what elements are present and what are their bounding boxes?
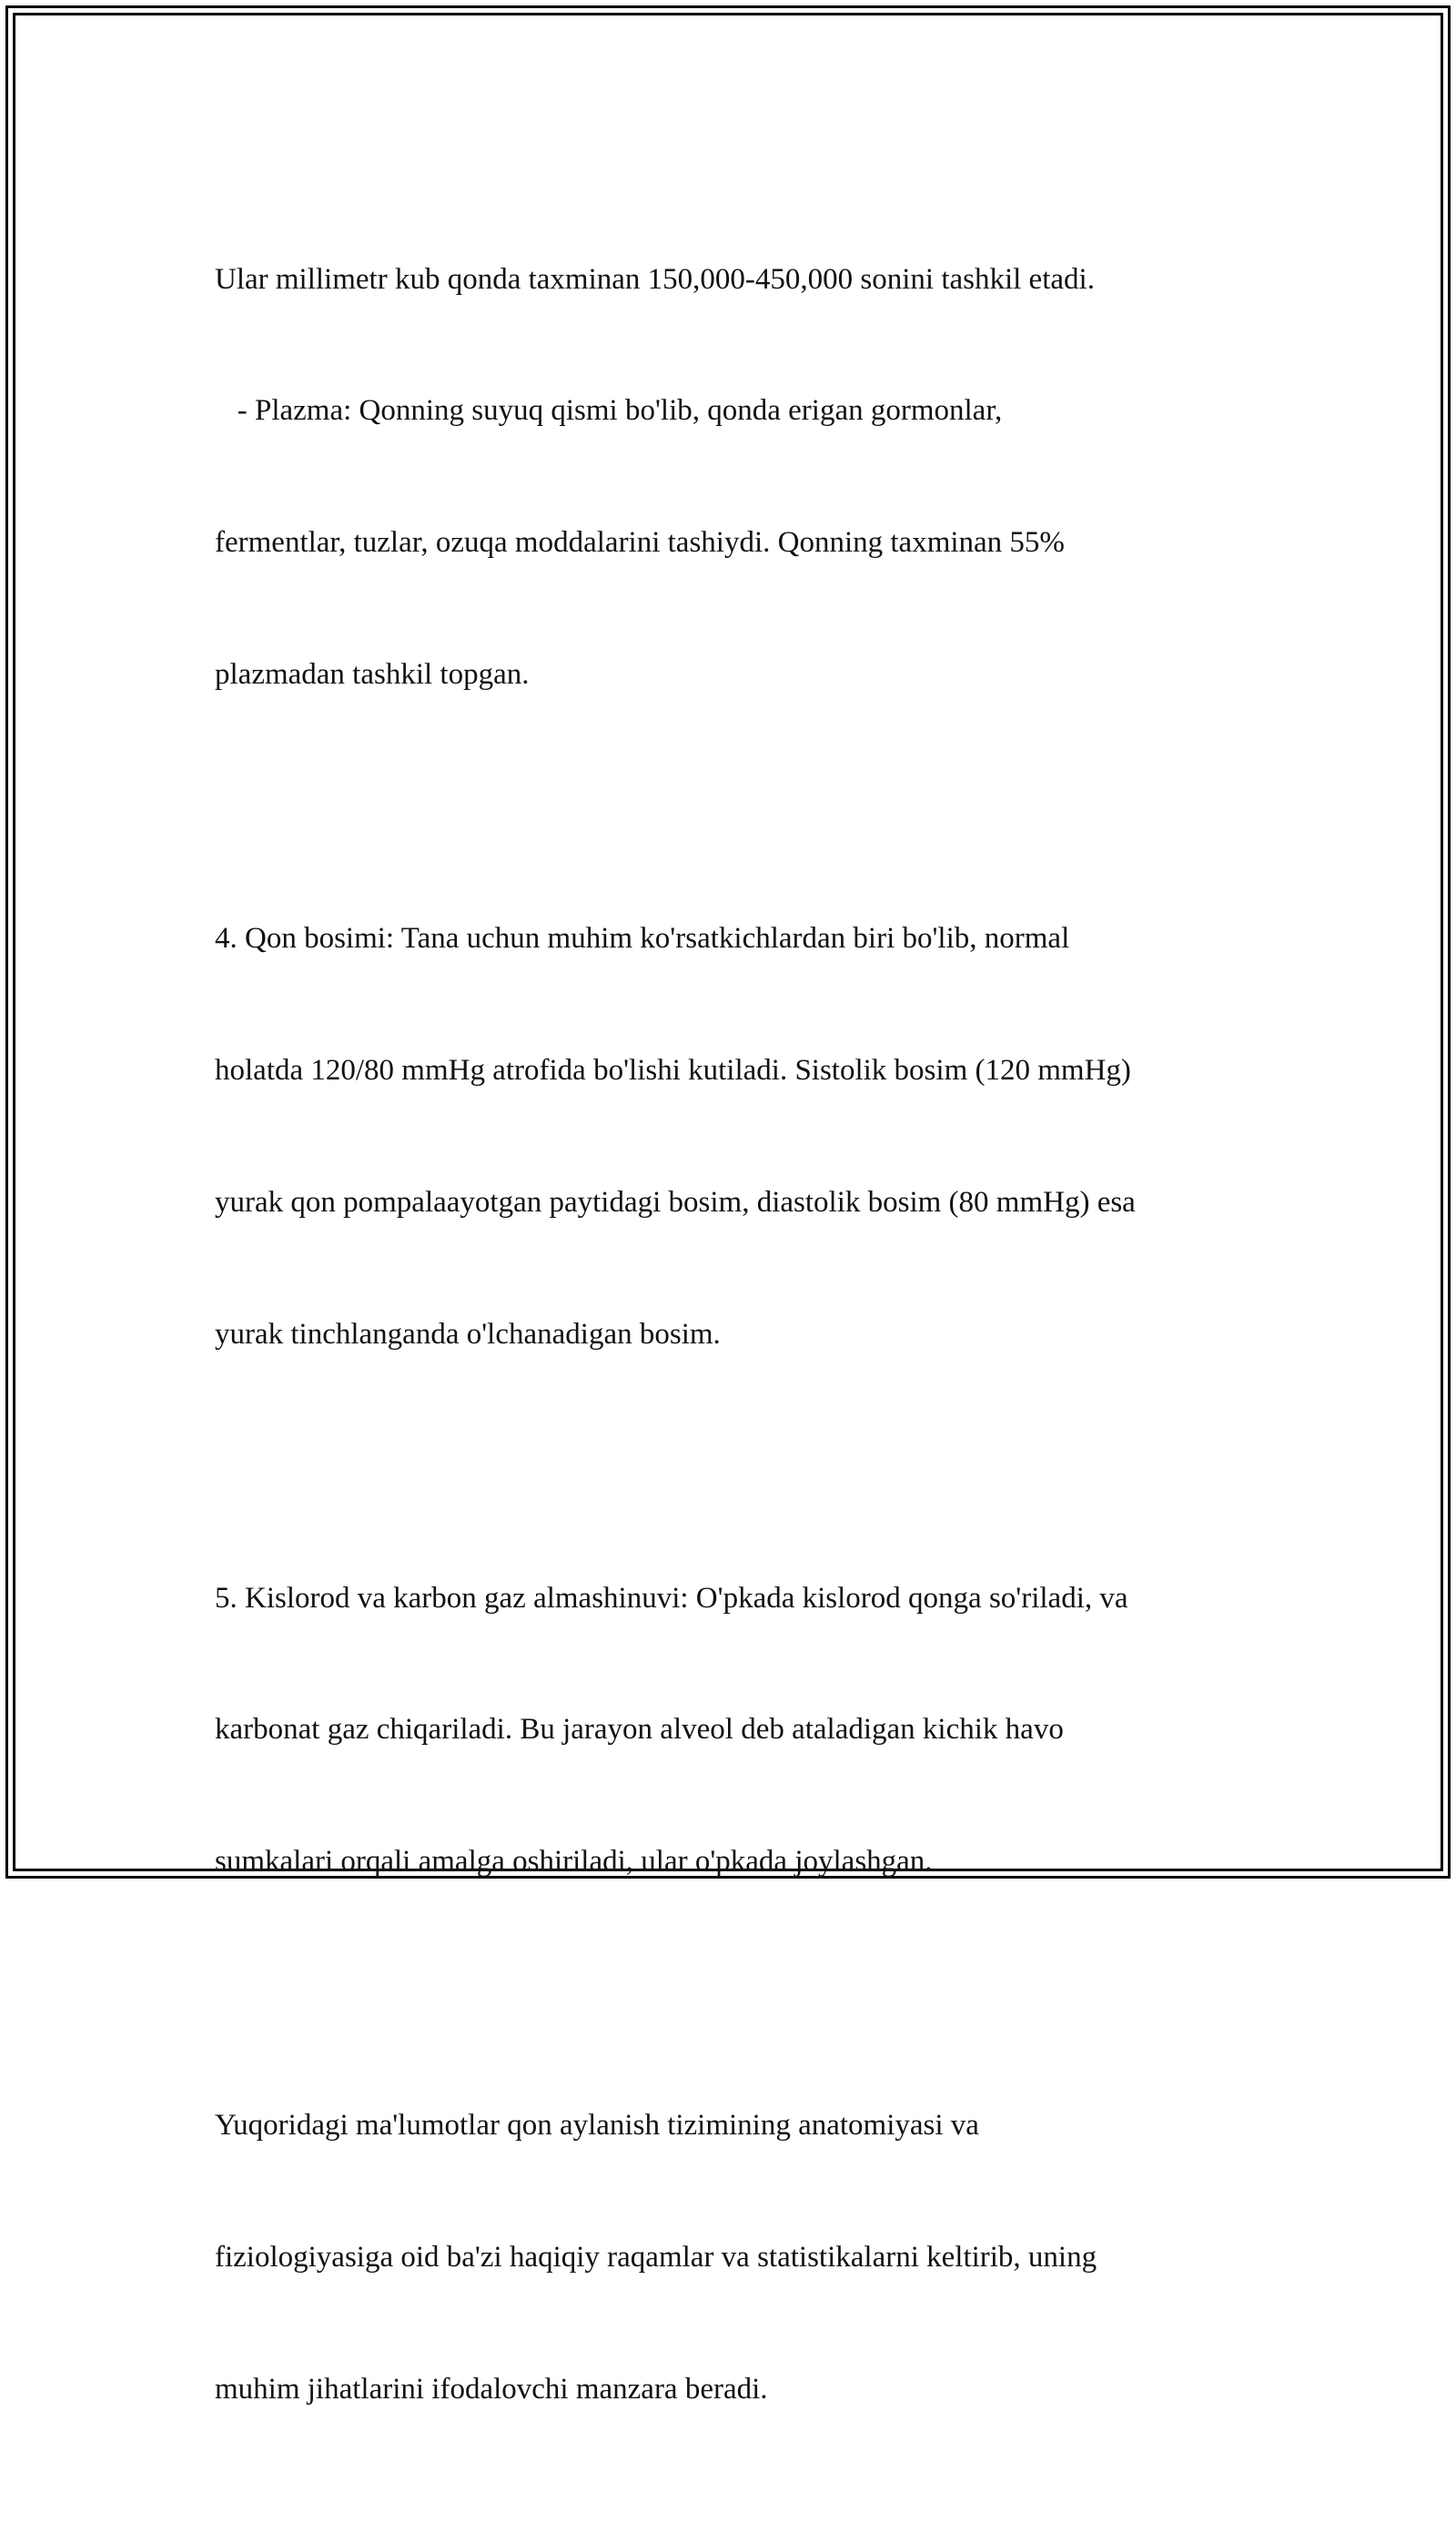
text-line: sumkalari orqali amalga oshiriladi, ular o'pkada joylashgan. <box>215 1845 933 1879</box>
paragraph-blood-pressure <box>215 828 1252 1444</box>
text-line: plazmadan tashkil topgan. <box>215 658 530 692</box>
paragraph-conclusion <box>215 2015 1252 2498</box>
text-line: - Plazma: Qonning suyuq qismi bo'lib, qonda erigan gormonlar, <box>215 394 1003 428</box>
text-line: Ular millimetr kub qonda taxminan 150,000-450,000 sonini tashkil etadi. <box>215 262 1095 296</box>
text-line: yurak qon pompalaayotgan paytidagi bosim, diastolik bosim (80 mmHg) esa <box>215 1185 1136 1219</box>
paragraph-platelets-plasma <box>215 169 1252 785</box>
text-line: 5. Kislorod va karbon gaz almashinuvi: O'pkada kislorod qonga so'riladi, va <box>215 1581 1128 1615</box>
text-line: fermentlar, tuzlar, ozuqa moddalarini tashiydi. Qonning taxminan 55% <box>215 526 1065 560</box>
text-line: Yuqoridagi ma'lumotlar qon aylanish tizimining anatomiyasi va <box>215 2109 979 2143</box>
text-line: yurak tinchlanganda o'lchanadigan bosim. <box>215 1317 721 1351</box>
text-line: karbonat gaz chiqariladi. Bu jarayon alveol deb ataladigan kichik havo <box>215 1713 1064 1747</box>
paragraph-gas-exchange <box>215 1488 1252 1971</box>
document-body <box>215 169 1252 2543</box>
text-line: muhim jihatlarini ifodalovchi manzara beradi. <box>215 2372 768 2406</box>
text-line: fiziologiyasiga oid ba'zi haqiqiy raqamlar va statistikalarni keltirib, uning <box>215 2240 1097 2274</box>
text-line: holatda 120/80 mmHg atrofida bo'lishi kutiladi. Sistolik bosim (120 mmHg) <box>215 1053 1131 1087</box>
text-line: 4. Qon bosimi: Tana uchun muhim ko'rsatkichlardan biri bo'lib, normal <box>215 922 1070 956</box>
